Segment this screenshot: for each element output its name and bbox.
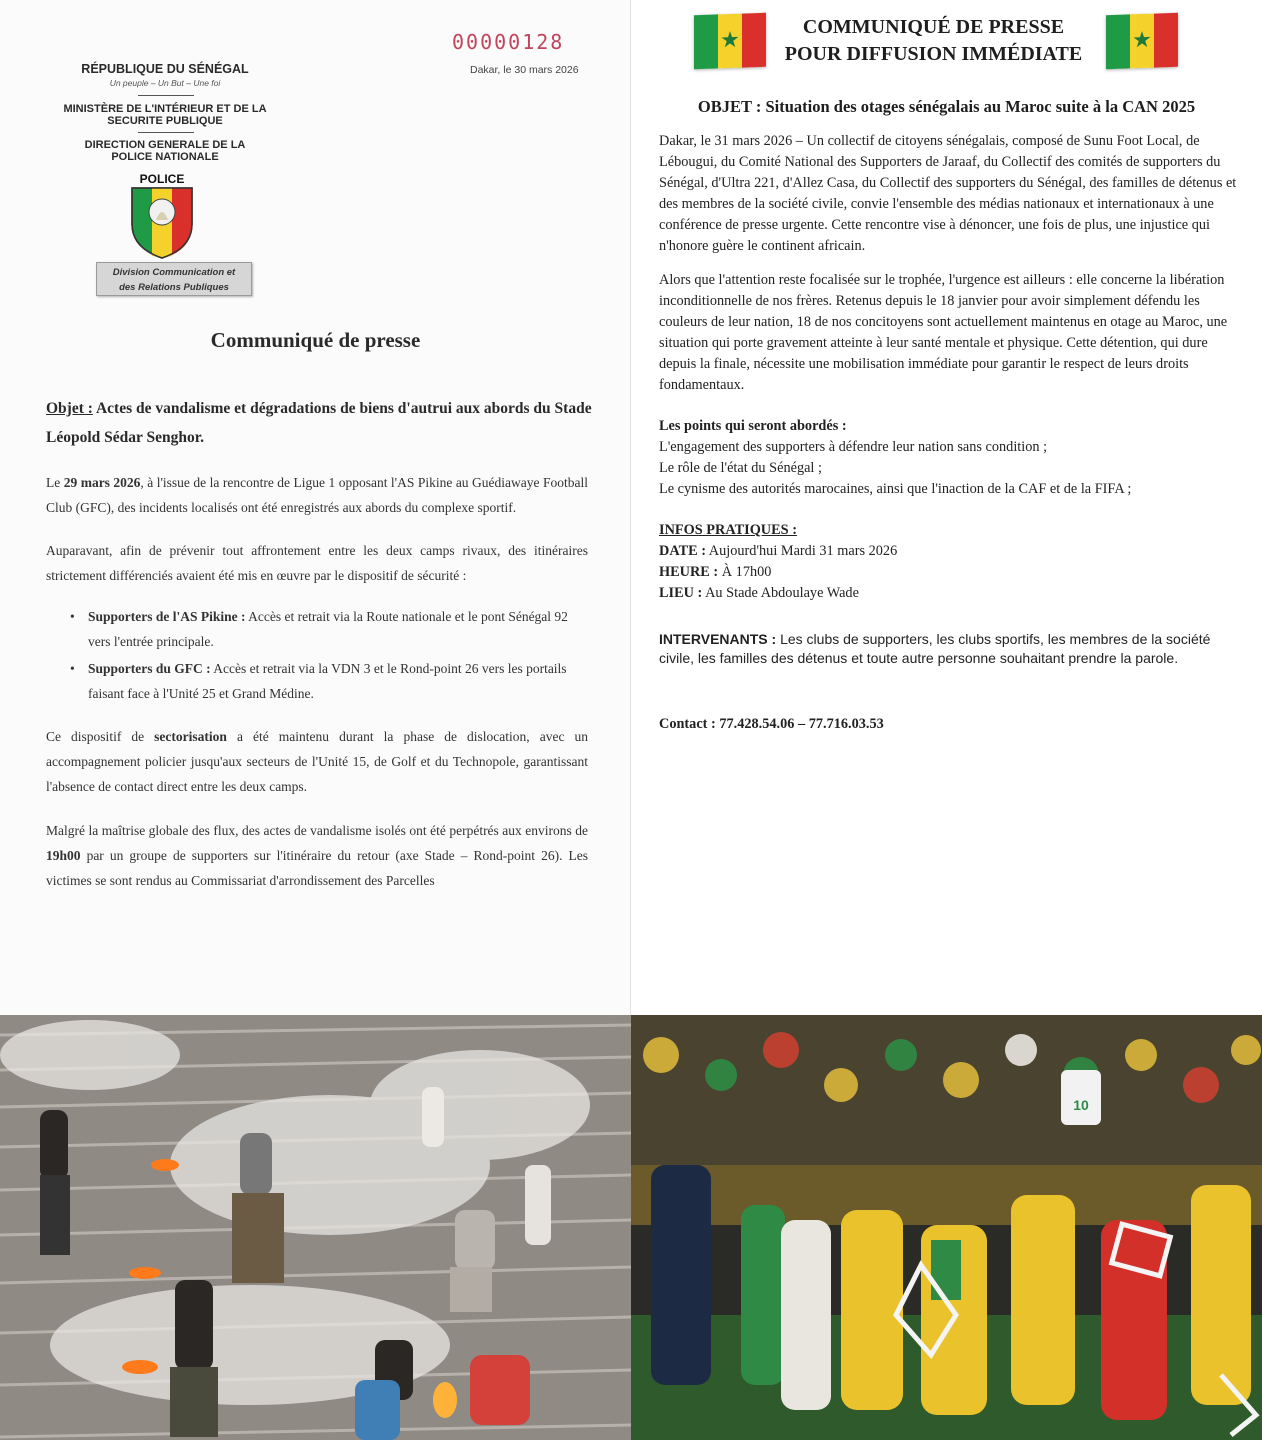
stadium-stands-illustration xyxy=(0,1015,631,1440)
header-divider xyxy=(138,132,194,133)
press-release-title: COMMUNIQUÉ DE PRESSE POUR DIFFUSION IMMÉDIATE xyxy=(784,16,1083,65)
press-release-object: OBJET : Situation des otages sénégalais au Maroc suite à la CAN 2025 xyxy=(697,97,1196,116)
national-motto: Un peuple – Un But – Une foi xyxy=(109,78,221,88)
object-text: Actes de vandalisme et dégradations de biens d'autrui aux abords du Stade Léopold Sédar Senghor. xyxy=(46,400,592,446)
jersey-number: 10 xyxy=(1073,1097,1089,1113)
police-badge-logo xyxy=(126,172,198,262)
header-divider xyxy=(138,95,194,96)
list-item: • Supporters du GFC : Accès et retrait via la VDN 3 et le Rond-point 26 vers les portails faisant face à l'Unité 25 et Grand Médine. xyxy=(70,656,590,706)
document-title: Communiqué de presse xyxy=(210,328,421,352)
republic-heading: RÉPUBLIQUE DU SÉNÉGAL xyxy=(81,62,249,76)
supporters-celebration-photo xyxy=(631,1015,1262,1440)
police-communique-document xyxy=(0,0,631,1015)
list-item: Le rôle de l'état du Sénégal ; xyxy=(659,460,822,476)
speakers-paragraph: INTERVENANTS : Les clubs de supporters, les clubs sportifs, les membres de la société civile, les familles des détenus et toute autre personne souhaitant prendre la parole. xyxy=(659,631,1211,666)
ministry-heading: MINISTÈRE DE L'INTÉRIEUR ET DE LA SECURITE PUBLIQUE xyxy=(63,103,267,127)
object-label: Objet : xyxy=(46,400,93,417)
infos-heading: INFOS PRATIQUES : xyxy=(659,522,797,538)
event-date: DATE : Aujourd'hui Mardi 31 mars 2026 xyxy=(659,543,898,559)
practical-info-section xyxy=(659,520,1241,604)
event-time: HEURE : À 17h00 xyxy=(659,564,772,580)
itinerary-list xyxy=(70,604,590,708)
senegal-flag-icon: ★ xyxy=(1106,13,1178,70)
list-item: L'engagement des supporters à défendre leur nation sans condition ; xyxy=(659,439,1048,455)
list-item: • Supporters de l'AS Pikine : Accès et retrait via la Route nationale et le pont Sénégal 92 vers l'entrée principale. xyxy=(70,604,590,654)
paragraph: Auparavant, afin de prévenir tout affrontement entre les deux camps rivaux, des itinéraires strictement différenciés avaient été mis en œuvre par le dispositif de sécurité : xyxy=(46,543,588,583)
direction-heading: DIRECTION GENERALE DE LA POLICE NATIONALE xyxy=(84,139,246,163)
list-item: Le cynisme des autorités marocaines, ainsi que l'inaction de la CAF et de la FIFA ; xyxy=(659,481,1132,497)
police-badge-label: POLICE xyxy=(139,172,185,186)
contact-line: Contact : 77.428.54.06 – 77.716.03.53 xyxy=(659,716,884,732)
paragraph: Ce dispositif de sectorisation a été maintenu durant la phase de dislocation, avec un accompagnement policier jusqu'aux secteurs de l'Unité 15, de Golf et du Technopole, garantissant l'absence de contact direct entre les deux camps. xyxy=(46,729,588,794)
paragraph: Malgré la maîtrise globale des flux, des actes de vandalisme isolés ont été perpétrés aux environs de 19h00 par un groupe de supporters sur l'itinéraire du retour (axe Stade – Rond-point 26). Les victimes se sont rendus au Commissariat d'arrondissement des Parcelles xyxy=(46,823,588,888)
supporters-illustration xyxy=(631,1015,1262,1440)
document-object xyxy=(46,394,596,452)
place-date: Dakar, le 30 mars 2026 xyxy=(470,64,579,76)
senegal-flag-icon: ★ xyxy=(694,13,766,70)
paragraph: Le 29 mars 2026, à l'issue de la rencontre de Ligue 1 opposant l'AS Pikine au Guédiawaye Football Club (GFC), des incidents localisés ont été enregistrés aux abords du complexe sportif. xyxy=(46,475,588,515)
press-release-document xyxy=(631,0,1262,1015)
points-heading: Les points qui seront abordés : xyxy=(659,418,847,434)
stadium-clashes-photo xyxy=(0,1015,631,1440)
division-label-box: Division Communication et des Relations Publiques xyxy=(96,262,252,296)
paragraph: Alors que l'attention reste focalisée sur le trophée, l'urgence est ailleurs : elle concerne la libération inconditionnelle de nos frères. Retenus depuis le 18 janvier pour avoir simplement défendu les couleurs de leur nation, 18 de nos concitoyens sont actuellement maintenus en otage au Maroc, une situation qui porte gravement atteinte à leur santé mentale et physique. Cette détention, qui dure depuis la finale, nécessite une mobilisation immédiate pour garantir le respect de leurs droits fondamentaux. xyxy=(659,272,1228,393)
serial-number: 00000128 xyxy=(452,30,565,54)
points-section xyxy=(659,416,1241,500)
paragraph: Dakar, le 31 mars 2026 – Un collectif de citoyens sénégalais, composé de Sunu Foot Local, de Lébougui, du Comité National des Supporters de Jaraaf, du Collectif des comités de supporters du Sénégal, d'Ultra 221, d'Allez Casa, du Collectif des supporters du Sénégal, des familles de détenus et des membres de la société civile, convie l'ensemble des médias nationaux et internationaux à une conférence de presse urgente. Cette rencontre vise à dénoncer, une fois de plus, une injustice qui n'honore guère le continent africain. xyxy=(659,133,1237,254)
event-location: LIEU : Au Stade Abdoulaye Wade xyxy=(659,585,859,601)
